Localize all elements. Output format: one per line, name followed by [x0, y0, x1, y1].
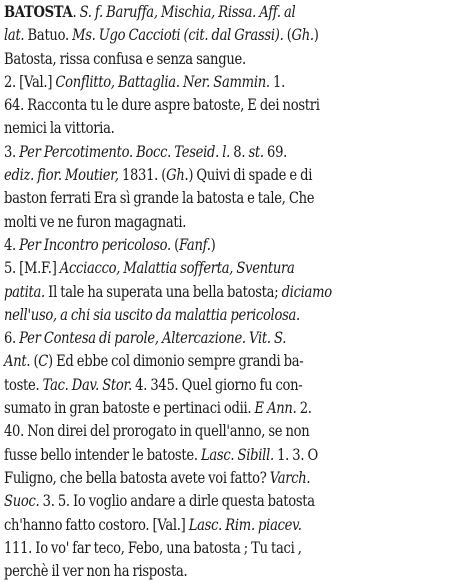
entry-line: [4, 373, 463, 396]
italic-text: Acciacco, Malattia sofferta, Sventura: [59, 258, 295, 278]
text-run: baston ferrati Era sì grande la batosta e tale, Che: [4, 188, 315, 208]
entry-line: [4, 396, 463, 419]
text-run: sumato in gran batoste e pertinaci odii.: [4, 398, 255, 418]
text-run: .: [72, 2, 80, 21]
italic-text: lat.: [4, 25, 25, 45]
italic-text: Per Incontro pericoloso.: [19, 234, 171, 254]
entry-line: [4, 70, 463, 93]
entry-line: [4, 163, 463, 186]
italic-text: Suoc.: [4, 491, 40, 511]
text-run: 6.: [4, 328, 20, 348]
entry-line: [4, 513, 463, 536]
text-run: 5. [M.F.]: [4, 258, 60, 278]
entry-line: [4, 349, 463, 372]
text-run: 4. 345. Quel giorno fu con-: [131, 374, 303, 394]
text-run: ) Ed ebbe col dimonio sempre grandi ba-: [48, 351, 304, 371]
entry-line: [4, 280, 463, 303]
italic-text: Lasc. Rim. piacev.: [188, 514, 302, 534]
entry-line: [4, 489, 463, 512]
entry-line: [4, 326, 463, 349]
text-run: Batuo.: [24, 25, 73, 45]
text-run: 64. Racconta tu le dure aspre batoste, E dei nostri: [4, 95, 320, 115]
entry-line: [4, 303, 463, 326]
text-run: 3.: [4, 141, 20, 161]
italic-text: Per Percotimento. Bocc. Teseid. l.: [19, 141, 231, 161]
text-run: ) Quivi di spade e di: [188, 165, 313, 185]
text-run: (: [30, 351, 39, 371]
italic-text: Ms. Ugo Caccioti (cit. dal Grassi).: [72, 25, 284, 45]
entry-line: [4, 116, 463, 139]
entry-line: [4, 47, 463, 70]
text-run: 40. Non direi del prorogato in quell'anno, se non: [4, 421, 310, 441]
italic-text: S. f. Baruffa, Mischia, Rissa. Aff.: [79, 2, 281, 21]
entry-line: [4, 559, 463, 582]
italic-text: Lasc. Sibill.: [200, 444, 274, 464]
italic-text: C: [38, 351, 49, 371]
italic-text: st.: [248, 141, 264, 161]
italic-text: nell'uso, a chi sia uscito da malattia pericolosa.: [4, 304, 300, 324]
text-run: 3. 5. Io voglio andare a dirle questa batosta: [39, 491, 315, 511]
entry-line: [4, 186, 463, 209]
text-run: ch'hanno fatto costoro. [Val.]: [4, 514, 189, 534]
italic-text: Ant.: [4, 351, 31, 371]
entry-line: [4, 0, 463, 23]
italic-text: diciamo: [281, 281, 332, 301]
italic-text: Varch.: [269, 467, 311, 487]
text-run: ): [313, 25, 319, 45]
text-run: 2. [Val.]: [4, 71, 56, 91]
entry-line: [4, 443, 463, 466]
italic-text: Fanf.: [178, 234, 211, 254]
text-run: (: [170, 234, 179, 254]
headword: BATOSTA: [4, 2, 73, 21]
text-run: Fuligno, che bella batosta avete voi fatto?: [4, 467, 270, 487]
italic-text: Conflitto, Battaglia. Ner. Sammin.: [55, 71, 270, 91]
entry-line: [4, 93, 463, 116]
text-run: Il tale ha superata una bella batosta;: [44, 281, 282, 301]
text-run: 111. Io vo' far teco, Febo, una batosta ; Tu taci ,: [4, 537, 302, 557]
entry-line: [4, 140, 463, 163]
text-run: molti ve ne furon magagnati.: [4, 211, 187, 231]
text-run: toste.: [4, 374, 43, 394]
text-run: 4.: [4, 234, 20, 254]
dictionary-entry-batosta: [4, 0, 464, 582]
italic-text: al: [284, 2, 296, 21]
entry-line: [4, 466, 463, 489]
text-run: fusse bello intender le batoste.: [4, 444, 201, 464]
text-run: Batosta, rissa confusa e senza sangue.: [4, 48, 246, 68]
entry-line: [4, 23, 463, 46]
text-run: (: [283, 25, 292, 45]
text-run: 1.: [269, 71, 285, 91]
text-run: ): [210, 234, 216, 254]
text-run: 69.: [263, 141, 288, 161]
text-run: 1. 3. O: [273, 444, 318, 464]
entry-line: [4, 210, 463, 233]
italic-text: E Ann.: [254, 398, 297, 418]
entry-line: [4, 233, 463, 256]
text-run: 8.: [230, 141, 249, 161]
entry-line: [4, 536, 463, 559]
italic-text: Per Contesa di parole, Altercazione. Vit. S.: [19, 328, 287, 348]
italic-text: Gh.: [291, 25, 314, 45]
italic-text: Gh.: [166, 165, 189, 185]
text-run: perchè il ver non ha risposta.: [4, 561, 188, 581]
text-run: 2.: [296, 398, 312, 418]
text-run: nemici la vittoria.: [4, 118, 115, 138]
italic-text: Tac. Dav. Stor.: [42, 374, 132, 394]
text-run: 1831. (: [118, 165, 167, 185]
entry-line: [4, 419, 463, 442]
italic-text: patita.: [4, 281, 45, 301]
italic-text: ediz. fior. Moutier,: [4, 165, 119, 185]
entry-line: [4, 256, 463, 279]
